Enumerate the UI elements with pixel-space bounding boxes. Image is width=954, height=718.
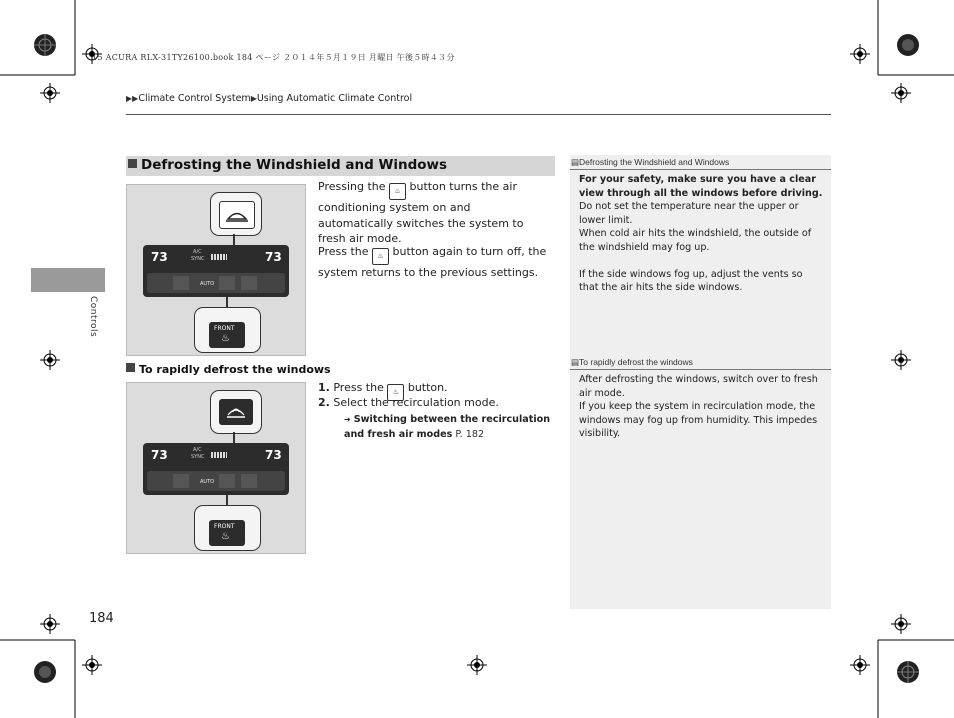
note-icon: ▤ bbox=[571, 157, 580, 167]
registration-mark-icon bbox=[33, 33, 57, 57]
fan-level-icon bbox=[211, 452, 227, 458]
temp-right: 73 bbox=[265, 250, 282, 264]
sync-label: SYNC bbox=[191, 454, 205, 460]
sync-label: SYNC bbox=[191, 256, 205, 262]
auto-label: AUTO bbox=[200, 479, 215, 485]
temp-left: 73 bbox=[151, 448, 168, 462]
climate-control-panel bbox=[143, 443, 289, 495]
cross-reference[interactable]: ➔ Switching between the recirculation and fresh air modes P. 182 bbox=[344, 414, 551, 440]
breadcrumb-item[interactable]: Climate Control System bbox=[138, 93, 251, 104]
recirculation-button-callout bbox=[210, 390, 262, 434]
panel-button[interactable] bbox=[219, 276, 235, 290]
climate-panel-figure-recirculation bbox=[126, 382, 306, 554]
recirculation-icon bbox=[219, 399, 253, 425]
breadcrumb bbox=[126, 93, 412, 104]
step-1: 1. Press the ♨ button. bbox=[318, 380, 548, 401]
registration-mark-icon bbox=[896, 660, 920, 684]
crosshair-mark-icon bbox=[40, 350, 60, 370]
xref-arrow-icon: ➔ bbox=[344, 415, 351, 424]
ac-label: A/C bbox=[193, 447, 202, 453]
crosshair-mark-icon bbox=[850, 44, 870, 64]
climate-panel-figure bbox=[126, 184, 306, 356]
defrost-button-callout bbox=[210, 192, 262, 236]
climate-control-panel bbox=[143, 245, 289, 297]
arrow-icon: ▶ bbox=[250, 94, 257, 103]
crosshair-mark-icon bbox=[850, 655, 870, 675]
paragraph: Press the ♨ button again to turn off, the system returns to the previous settings. bbox=[318, 245, 547, 279]
subsection-title: To rapidly defrost the windows bbox=[126, 363, 331, 376]
print-header: 15 ACURA RLX-31TY26100.book 184 ページ ２０１４年５月１９日 月曜日 午後５時４３分 bbox=[92, 53, 455, 62]
panel-button[interactable] bbox=[241, 474, 257, 488]
panel-button[interactable] bbox=[241, 276, 257, 290]
square-bullet-icon bbox=[126, 363, 135, 372]
panel-button[interactable] bbox=[173, 276, 189, 290]
registration-mark-icon bbox=[896, 33, 920, 57]
note-text: For your safety, make sure you have a clear view through all the windows before driving. Do not set the temperature near the upper or lower limit. When cold air hits the windshield, the outside of the windshield may fog up. If the side windows fog up, adjust the vents so that the air hits the side windows. bbox=[579, 174, 823, 293]
crosshair-mark-icon bbox=[891, 614, 911, 634]
section-title bbox=[128, 157, 447, 173]
temp-right: 73 bbox=[265, 448, 282, 462]
crosshair-mark-icon bbox=[40, 614, 60, 634]
crosshair-mark-icon bbox=[40, 83, 60, 103]
defrost-button-icon: ♨ bbox=[387, 384, 404, 401]
section-title-text: Defrosting the Windshield and Windows bbox=[141, 157, 448, 173]
auto-label: AUTO bbox=[200, 281, 215, 287]
note-heading: ▤To rapidly defrost the windows bbox=[571, 357, 693, 367]
note-rule bbox=[570, 369, 831, 370]
chapter-tab[interactable] bbox=[31, 268, 105, 292]
defrost-button-icon: ♨ bbox=[372, 248, 389, 265]
temp-left: 73 bbox=[151, 250, 168, 264]
front-defrost-callout bbox=[194, 307, 261, 353]
breadcrumb-item[interactable]: Using Automatic Climate Control bbox=[256, 93, 413, 104]
double-arrow-icon: ▶▶ bbox=[126, 94, 139, 103]
step-2: 2. Select the recirculation mode. bbox=[318, 396, 499, 409]
windshield-icon bbox=[219, 201, 255, 229]
note-icon: ▤ bbox=[571, 357, 580, 367]
crosshair-mark-icon bbox=[467, 655, 487, 675]
front-label: FRONT bbox=[214, 325, 235, 332]
front-defrost-button[interactable] bbox=[209, 520, 245, 546]
ac-label: A/C bbox=[193, 249, 202, 255]
square-bullet-icon bbox=[128, 159, 137, 168]
crosshair-mark-icon bbox=[891, 83, 911, 103]
front-defrost-button[interactable] bbox=[209, 322, 245, 348]
page-number: 184 bbox=[89, 611, 114, 626]
registration-mark-icon bbox=[33, 660, 57, 684]
chapter-label: Controls bbox=[88, 296, 98, 338]
panel-button[interactable] bbox=[173, 474, 189, 488]
crosshair-mark-icon bbox=[891, 350, 911, 370]
note-text: After defrosting the windows, switch over to fresh air mode. If you keep the system in recirculation mode, the windows may fog up from humidity. This impedes visibility. bbox=[579, 374, 818, 439]
defrost-button-icon: ♨ bbox=[389, 183, 406, 200]
note-rule bbox=[570, 169, 831, 170]
panel-button[interactable] bbox=[219, 474, 235, 488]
note-heading: ▤Defrosting the Windshield and Windows bbox=[571, 157, 730, 167]
crosshair-mark-icon bbox=[82, 655, 102, 675]
defrost-icon: ♨ bbox=[221, 531, 230, 542]
defrost-icon: ♨ bbox=[221, 333, 230, 344]
front-label: FRONT bbox=[214, 523, 235, 530]
paragraph: Pressing the ♨ button turns the air conditioning system on and automatically switches the system to fresh air mode. bbox=[318, 180, 524, 245]
front-defrost-callout bbox=[194, 505, 261, 551]
fan-level-icon bbox=[211, 254, 227, 260]
header-rule bbox=[126, 114, 831, 115]
